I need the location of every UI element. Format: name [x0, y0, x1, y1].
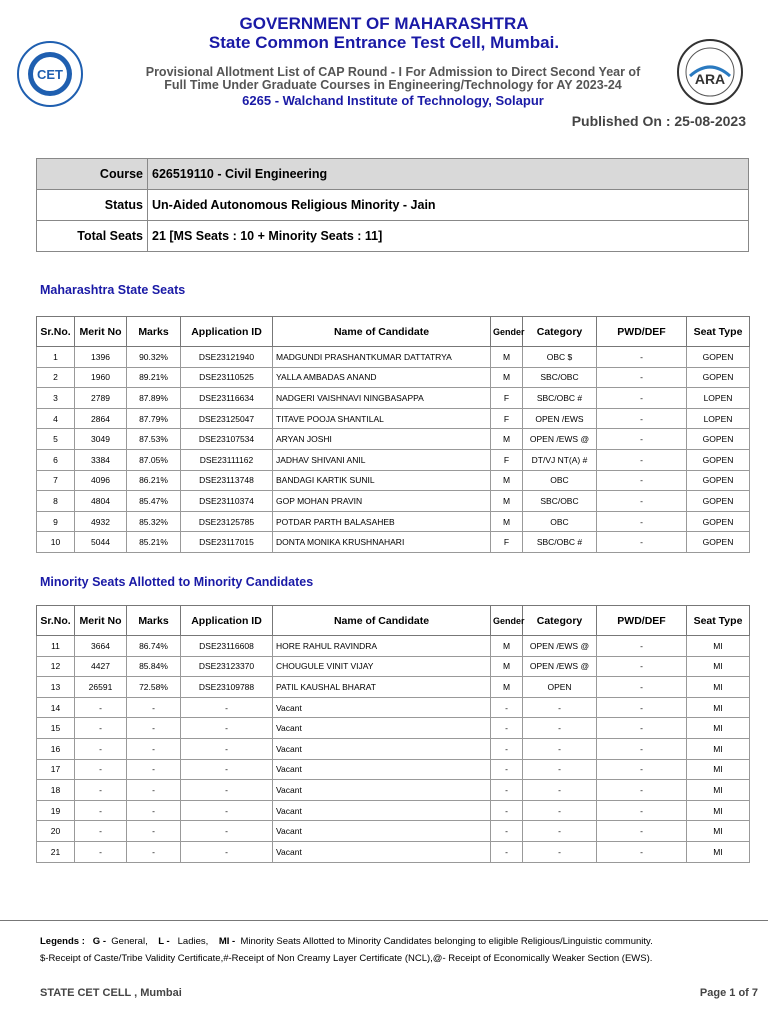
ms-section-title: Maharashtra State Seats [40, 283, 186, 297]
table-row [37, 408, 750, 429]
cell-candidate-name: Vacant [273, 718, 491, 739]
cell-sr-no: 8 [37, 491, 75, 512]
cell-gender: - [491, 759, 523, 780]
cell-merit-no: - [75, 738, 127, 759]
cell-candidate-name: Vacant [273, 821, 491, 842]
cell-category: SBC/OBC # [523, 388, 597, 409]
cell-seat-type: MI [687, 780, 750, 801]
cell-candidate-name: POTDAR PARTH BALASAHEB [273, 511, 491, 532]
cell-application-id: DSE23113748 [181, 470, 273, 491]
cell-application-id: DSE23125047 [181, 408, 273, 429]
list-subtitle-line2: Full Time Under Graduate Courses in Engineering/Technology for AY 2023-24 [164, 78, 622, 92]
legend-g-value: General, [111, 936, 148, 947]
cell-candidate-name: Vacant [273, 697, 491, 718]
course-row [37, 159, 749, 190]
column-header-category: Category [523, 606, 597, 636]
cell-candidate-name: BANDAGI KARTIK SUNIL [273, 470, 491, 491]
cell-gender: - [491, 780, 523, 801]
cell-marks: 85.47% [127, 491, 181, 512]
cell-seat-type: GOPEN [687, 367, 750, 388]
cell-application-id: - [181, 800, 273, 821]
table-row [37, 738, 750, 759]
cell-category: - [523, 821, 597, 842]
cell-candidate-name: Vacant [273, 780, 491, 801]
cell-application-id: - [181, 759, 273, 780]
cell-merit-no: - [75, 697, 127, 718]
cell-sr-no: 14 [37, 697, 75, 718]
cell-merit-no: 5044 [75, 532, 127, 553]
cell-candidate-name: ARYAN JOSHI [273, 429, 491, 450]
table-row [37, 697, 750, 718]
cell-pwd-def: - [597, 449, 687, 470]
cell-gender: F [491, 449, 523, 470]
cell-application-id: DSE23125785 [181, 511, 273, 532]
status-value: Un-Aided Autonomous Religious Minority - Jain [148, 190, 749, 221]
cell-merit-no: - [75, 718, 127, 739]
institute-name: 6265 - Walchand Institute of Technology, Solapur [242, 93, 544, 108]
cell-merit-no: 1396 [75, 347, 127, 368]
cell-application-id: DSE23116608 [181, 636, 273, 657]
cell-marks: 72.58% [127, 677, 181, 698]
cell-sr-no: 4 [37, 408, 75, 429]
cell-pwd-def: - [597, 697, 687, 718]
cell-sr-no: 5 [37, 429, 75, 450]
cell-seat-type: MI [687, 636, 750, 657]
cell-sr-no: 2 [37, 367, 75, 388]
cell-application-id: - [181, 780, 273, 801]
cell-sr-no: 13 [37, 677, 75, 698]
cell-pwd-def: - [597, 759, 687, 780]
cell-seat-type: GOPEN [687, 429, 750, 450]
cell-pwd-def: - [597, 821, 687, 842]
total-seats-value: 21 [MS Seats : 10 + Minority Seats : 11] [148, 221, 749, 252]
table-row [37, 470, 750, 491]
cell-merit-no: 2789 [75, 388, 127, 409]
course-label: Course [37, 159, 148, 190]
course-info-table [36, 158, 749, 252]
cell-marks: - [127, 821, 181, 842]
cell-merit-no: 3664 [75, 636, 127, 657]
cell-application-id: DSE23123370 [181, 656, 273, 677]
table-row [37, 532, 750, 553]
cell-pwd-def: - [597, 738, 687, 759]
table-header-row [37, 317, 750, 347]
table-row [37, 841, 750, 862]
table-row [37, 511, 750, 532]
column-header-merit-no: Merit No [75, 317, 127, 347]
cell-title: State Common Entrance Test Cell, Mumbai. [208, 33, 560, 52]
cell-gender: F [491, 408, 523, 429]
table-row [37, 677, 750, 698]
cell-merit-no: 1960 [75, 367, 127, 388]
cell-seat-type: GOPEN [687, 449, 750, 470]
cell-pwd-def: - [597, 636, 687, 657]
list-subtitle-line1: Provisional Allotment List of CAP Round - I For Admission to Direct Second Year of [145, 65, 641, 79]
column-header-pwd-def: PWD/DEF [597, 317, 687, 347]
cell-gender: - [491, 697, 523, 718]
column-header-candidate-name: Name of Candidate [273, 317, 491, 347]
cell-marks: 86.21% [127, 470, 181, 491]
table-row [37, 759, 750, 780]
cell-pwd-def: - [597, 800, 687, 821]
cell-marks: 85.32% [127, 511, 181, 532]
cell-pwd-def: - [597, 532, 687, 553]
column-header-seat-type: Seat Type [687, 606, 750, 636]
cell-application-id: DSE23110525 [181, 367, 273, 388]
cell-sr-no: 20 [37, 821, 75, 842]
cell-gender: F [491, 532, 523, 553]
cell-gender: - [491, 738, 523, 759]
column-header-sr-no: Sr.No. [37, 317, 75, 347]
total-seats-label: Total Seats [37, 221, 148, 252]
column-header-sr-no: Sr.No. [37, 606, 75, 636]
cell-marks: 89.21% [127, 367, 181, 388]
cell-pwd-def: - [597, 718, 687, 739]
ara-logo-text: ARA [694, 71, 726, 87]
cet-logo-text: CET [37, 67, 63, 82]
cell-application-id: - [181, 821, 273, 842]
cell-pwd-def: - [597, 656, 687, 677]
cell-pwd-def: - [597, 841, 687, 862]
cell-pwd-def: - [597, 388, 687, 409]
cell-candidate-name: DONTA MONIKA KRUSHNAHARI [273, 532, 491, 553]
cell-category: - [523, 780, 597, 801]
cell-pwd-def: - [597, 429, 687, 450]
cell-candidate-name: Vacant [273, 738, 491, 759]
cell-sr-no: 11 [37, 636, 75, 657]
cell-merit-no: 26591 [75, 677, 127, 698]
legend-g-key: G - [92, 936, 106, 947]
cell-gender: - [491, 821, 523, 842]
cell-sr-no: 10 [37, 532, 75, 553]
table-header-row [37, 606, 750, 636]
cell-category: OPEN [523, 677, 597, 698]
cell-merit-no: 4932 [75, 511, 127, 532]
table-row [37, 780, 750, 801]
cell-application-id: DSE23111162 [181, 449, 273, 470]
cell-pwd-def: - [597, 367, 687, 388]
cell-seat-type: GOPEN [687, 491, 750, 512]
cell-gender: M [491, 367, 523, 388]
cell-sr-no: 18 [37, 780, 75, 801]
cell-application-id: DSE23107534 [181, 429, 273, 450]
table-row [37, 636, 750, 657]
cell-pwd-def: - [597, 780, 687, 801]
cell-application-id: - [181, 841, 273, 862]
cell-marks: 87.89% [127, 388, 181, 409]
cell-marks: - [127, 718, 181, 739]
footer-divider [0, 920, 768, 921]
cell-gender: M [491, 491, 523, 512]
column-header-marks: Marks [127, 606, 181, 636]
cell-gender: M [491, 636, 523, 657]
cell-merit-no: 3384 [75, 449, 127, 470]
cell-merit-no: 4096 [75, 470, 127, 491]
cell-marks: 87.53% [127, 429, 181, 450]
legend-mi-key: MI - [218, 936, 236, 947]
cell-candidate-name: TITAVE POOJA SHANTILAL [273, 408, 491, 429]
table-row [37, 367, 750, 388]
cell-pwd-def: - [597, 511, 687, 532]
column-header-gender: Gender [491, 317, 523, 347]
cell-candidate-name: PATIL KAUSHAL BHARAT [273, 677, 491, 698]
legend-receipts: $-Receipt of Caste/Tribe Validity Certificate,#-Receipt of Non Creamy Layer Certificate (NCL),@- Receipt of Economically Weaker Section (EWS). [40, 953, 653, 964]
table-row [37, 388, 750, 409]
cell-application-id: - [181, 697, 273, 718]
cell-gender: M [491, 429, 523, 450]
status-row [37, 190, 749, 221]
cell-sr-no: 17 [37, 759, 75, 780]
cell-category: OPEN /EWS @ [523, 429, 597, 450]
cell-seat-type: LOPEN [687, 388, 750, 409]
cell-merit-no: - [75, 841, 127, 862]
cell-category: - [523, 841, 597, 862]
cell-category: OBC [523, 470, 597, 491]
cell-seat-type: GOPEN [687, 511, 750, 532]
list-subtitle [0, 66, 768, 92]
cell-pwd-def: - [597, 408, 687, 429]
column-header-pwd-def: PWD/DEF [597, 606, 687, 636]
cell-merit-no: 3049 [75, 429, 127, 450]
cell-gender: F [491, 388, 523, 409]
cell-seat-type: GOPEN [687, 532, 750, 553]
cell-gender: M [491, 511, 523, 532]
mi-section-title: Minority Seats Allotted to Minority Candidates [40, 575, 314, 589]
total-seats-row [37, 221, 749, 252]
course-value: 626519110 - Civil Engineering [148, 159, 749, 190]
cell-sr-no: 7 [37, 470, 75, 491]
cell-category: DT/VJ NT(A) # [523, 449, 597, 470]
cell-gender: M [491, 470, 523, 491]
cell-seat-type: MI [687, 718, 750, 739]
cell-seat-type: MI [687, 738, 750, 759]
table-row [37, 449, 750, 470]
cell-category: SBC/OBC [523, 367, 597, 388]
status-label: Status [37, 190, 148, 221]
cell-marks: - [127, 759, 181, 780]
table-row [37, 821, 750, 842]
legend-l-value: Ladies, [177, 936, 209, 947]
cell-pwd-def: - [597, 470, 687, 491]
cell-merit-no: 4804 [75, 491, 127, 512]
cell-merit-no: - [75, 821, 127, 842]
cell-seat-type: MI [687, 821, 750, 842]
cell-sr-no: 9 [37, 511, 75, 532]
cell-marks: 90.32% [127, 347, 181, 368]
legend-mi-value: Minority Seats Allotted to Minority Candidates belonging to eligible Religious/Linguistic community. [240, 936, 653, 947]
cell-category: OPEN /EWS @ [523, 656, 597, 677]
cell-gender: - [491, 800, 523, 821]
cell-category: - [523, 718, 597, 739]
table-row [37, 491, 750, 512]
column-header-application-id: Application ID [181, 606, 273, 636]
column-header-seat-type: Seat Type [687, 317, 750, 347]
cell-candidate-name: JADHAV SHIVANI ANIL [273, 449, 491, 470]
cell-sr-no: 6 [37, 449, 75, 470]
cell-candidate-name: Vacant [273, 800, 491, 821]
cell-candidate-name: YALLA AMBADAS ANAND [273, 367, 491, 388]
cell-application-id: - [181, 738, 273, 759]
cell-marks: - [127, 738, 181, 759]
column-header-candidate-name: Name of Candidate [273, 606, 491, 636]
cell-category: - [523, 738, 597, 759]
cell-candidate-name: CHOUGULE VINIT VIJAY [273, 656, 491, 677]
cell-application-id: DSE23117015 [181, 532, 273, 553]
cell-application-id: DSE23116634 [181, 388, 273, 409]
cell-marks: - [127, 800, 181, 821]
ms-seats-table [36, 316, 750, 553]
footer-org: STATE CET CELL , Mumbai [40, 987, 182, 999]
cell-sr-no: 3 [37, 388, 75, 409]
table-row [37, 347, 750, 368]
cell-application-id: DSE23110374 [181, 491, 273, 512]
cell-pwd-def: - [597, 491, 687, 512]
cell-seat-type: GOPEN [687, 347, 750, 368]
cell-merit-no: - [75, 759, 127, 780]
cell-seat-type: MI [687, 759, 750, 780]
cell-marks: 85.84% [127, 656, 181, 677]
cell-sr-no: 21 [37, 841, 75, 862]
cell-marks: 87.79% [127, 408, 181, 429]
column-header-application-id: Application ID [181, 317, 273, 347]
cell-marks: 85.21% [127, 532, 181, 553]
cell-gender: - [491, 718, 523, 739]
cell-seat-type: GOPEN [687, 470, 750, 491]
legend-l-key: L - [158, 936, 170, 947]
cell-seat-type: LOPEN [687, 408, 750, 429]
cell-gender: M [491, 677, 523, 698]
published-date: Published On : 25-08-2023 [571, 113, 746, 129]
govt-title: GOVERNMENT OF MAHARASHTRA [239, 14, 529, 33]
cell-gender: M [491, 656, 523, 677]
legend-label: Legends : [40, 936, 85, 947]
cell-sr-no: 19 [37, 800, 75, 821]
cell-candidate-name: HORE RAHUL RAVINDRA [273, 636, 491, 657]
cell-category: SBC/OBC [523, 491, 597, 512]
table-row [37, 800, 750, 821]
cell-merit-no: - [75, 800, 127, 821]
cell-seat-type: MI [687, 841, 750, 862]
cell-sr-no: 12 [37, 656, 75, 677]
cell-category: - [523, 697, 597, 718]
table-row [37, 656, 750, 677]
cell-marks: - [127, 841, 181, 862]
cell-seat-type: MI [687, 677, 750, 698]
cell-seat-type: MI [687, 656, 750, 677]
mi-seats-table [36, 605, 750, 863]
cell-category: - [523, 800, 597, 821]
cell-seat-type: MI [687, 697, 750, 718]
table-row [37, 718, 750, 739]
cell-marks: - [127, 780, 181, 801]
legend-line [40, 936, 653, 947]
column-header-merit-no: Merit No [75, 606, 127, 636]
cell-candidate-name: GOP MOHAN PRAVIN [273, 491, 491, 512]
column-header-gender: Gender [491, 606, 523, 636]
cell-marks: - [127, 697, 181, 718]
cell-candidate-name: Vacant [273, 841, 491, 862]
page-number: Page 1 of 7 [699, 987, 758, 999]
cell-candidate-name: NADGERI VAISHNAVI NINGBASAPPA [273, 388, 491, 409]
cell-marks: 86.74% [127, 636, 181, 657]
cell-category: - [523, 759, 597, 780]
cell-application-id: - [181, 718, 273, 739]
cell-merit-no: - [75, 780, 127, 801]
table-row [37, 429, 750, 450]
cell-gender: M [491, 347, 523, 368]
cell-category: OPEN /EWS [523, 408, 597, 429]
cell-category: OBC [523, 511, 597, 532]
cell-candidate-name: MADGUNDI PRASHANTKUMAR DATTATRYA [273, 347, 491, 368]
cell-gender: - [491, 841, 523, 862]
column-header-category: Category [523, 317, 597, 347]
cell-pwd-def: - [597, 677, 687, 698]
cell-application-id: DSE23121940 [181, 347, 273, 368]
cell-category: OPEN /EWS @ [523, 636, 597, 657]
cell-merit-no: 4427 [75, 656, 127, 677]
cell-sr-no: 1 [37, 347, 75, 368]
cell-category: OBC $ [523, 347, 597, 368]
cell-merit-no: 2864 [75, 408, 127, 429]
cell-pwd-def: - [597, 347, 687, 368]
cell-seat-type: MI [687, 800, 750, 821]
cell-candidate-name: Vacant [273, 759, 491, 780]
cell-sr-no: 15 [37, 718, 75, 739]
column-header-marks: Marks [127, 317, 181, 347]
cell-sr-no: 16 [37, 738, 75, 759]
cell-application-id: DSE23109788 [181, 677, 273, 698]
cell-marks: 87.05% [127, 449, 181, 470]
cell-category: SBC/OBC # [523, 532, 597, 553]
